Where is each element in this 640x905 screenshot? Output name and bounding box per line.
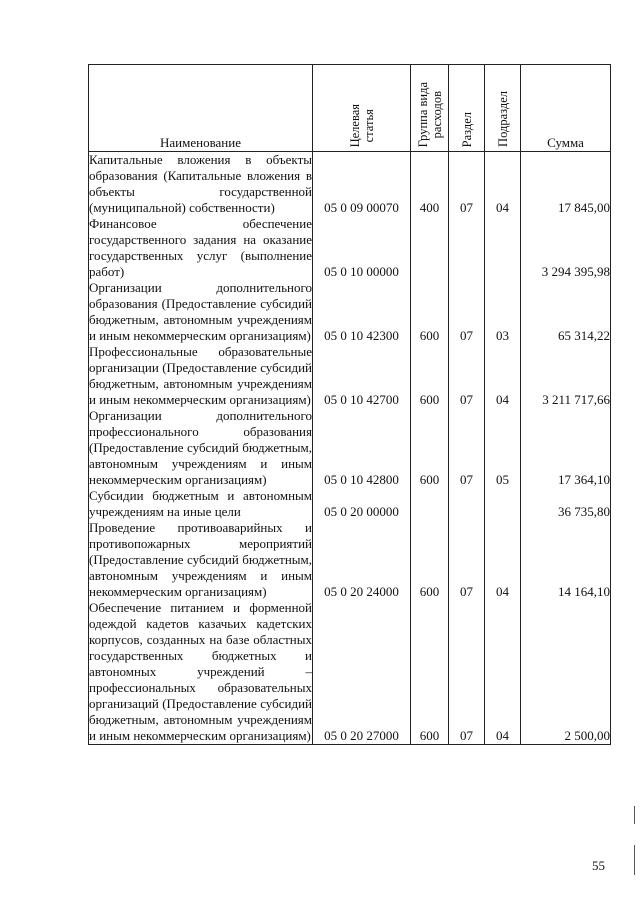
row-podrazdel: 04 — [485, 344, 521, 408]
header-summa: Сумма — [521, 65, 611, 152]
row-podrazdel — [485, 488, 521, 520]
row-summa: 36 735,80 — [521, 488, 611, 520]
header-name: Наименование — [89, 65, 313, 152]
row-code: 05 0 10 42700 — [313, 344, 411, 408]
header-row — [89, 65, 611, 152]
row-code: 05 0 09 00070 — [313, 152, 411, 217]
header-razdel — [449, 65, 485, 152]
table-row — [89, 408, 611, 488]
row-name: Профессиональные образовательные организации (Предоставление субсидий бюджетным, автономным учреждениям и иным некоммерческим организациям) — [89, 344, 312, 407]
row-podrazdel: 04 — [485, 600, 521, 745]
row-name: Капитальные вложения в объекты образования (Капитальные вложения в объекты государственной (муниципальной) собственности) — [89, 152, 312, 215]
table-row — [89, 280, 611, 344]
budget-table — [88, 64, 611, 745]
header-podrazdel — [485, 65, 521, 152]
row-code: 05 0 10 00000 — [313, 216, 411, 280]
row-podrazdel: 04 — [485, 520, 521, 600]
row-razdel: 07 — [449, 600, 485, 745]
row-vid — [411, 216, 449, 280]
row-podrazdel: 03 — [485, 280, 521, 344]
row-name: Обеспечение питанием и форменной одеждой кадетов казачьих кадетских корпусов, созданных на базе областных государственных бюджетных и автономных учреждений – профессиональных образовательных организаций (Предоставление субсидий бюджетным, автономным учреждениям и иным некоммерческим организациям) — [89, 600, 312, 743]
row-name: Проведение противоаварийных и противопожарных мероприятий (Предоставление субсидий бюджетным, автономным учреждениям и иным некоммерческим организациям) — [89, 520, 312, 599]
table-row — [89, 488, 611, 520]
header-code — [313, 65, 411, 152]
row-code: 05 0 20 24000 — [313, 520, 411, 600]
row-summa: 17 364,10 — [521, 408, 611, 488]
header-code-text — [348, 104, 376, 147]
row-name: Организации дополнительного образования (Предоставление субсидий бюджетным, автономным учреждениям и иным некоммерческим организациям) — [89, 280, 312, 343]
header-razdel-text: Раздел — [459, 111, 474, 147]
row-code: 05 0 10 42300 — [313, 280, 411, 344]
row-vid: 600 — [411, 280, 449, 344]
header-vid-line1: Группа вида — [415, 81, 430, 147]
table-row — [89, 600, 611, 745]
row-vid: 600 — [411, 600, 449, 745]
table-row — [89, 344, 611, 408]
page-number: 55 — [592, 858, 605, 873]
row-summa: 65 314,22 — [521, 280, 611, 344]
row-vid: 600 — [411, 408, 449, 488]
row-podrazdel: 04 — [485, 152, 521, 217]
header-code-line2: статья — [361, 108, 376, 142]
row-summa: 2 500,00 — [521, 600, 611, 745]
table-row — [89, 152, 611, 217]
row-vid — [411, 488, 449, 520]
row-podrazdel — [485, 216, 521, 280]
scan-edge-mark — [634, 845, 635, 875]
row-code: 05 0 20 27000 — [313, 600, 411, 745]
row-vid: 600 — [411, 344, 449, 408]
row-vid: 400 — [411, 152, 449, 217]
row-razdel: 07 — [449, 408, 485, 488]
row-name: Субсидии бюджетным и автономным учреждениям на иные цели — [89, 488, 312, 519]
row-summa: 17 845,00 — [521, 152, 611, 217]
header-code-line1: Целевая — [347, 103, 362, 147]
row-summa: 3 294 395,98 — [521, 216, 611, 280]
row-name: Финансовое обеспечение государственного задания на оказание государственных услуг (выполнение работ) — [89, 216, 312, 279]
row-razdel: 07 — [449, 280, 485, 344]
row-summa: 14 164,10 — [521, 520, 611, 600]
table-row — [89, 216, 611, 280]
row-razdel: 07 — [449, 344, 485, 408]
row-vid: 600 — [411, 520, 449, 600]
header-podrazdel-text: Подраздел — [495, 91, 510, 147]
row-code: 05 0 20 00000 — [313, 488, 411, 520]
header-vid-text — [416, 82, 444, 147]
row-summa: 3 211 717,66 — [521, 344, 611, 408]
row-razdel: 07 — [449, 520, 485, 600]
table-row — [89, 520, 611, 600]
row-razdel — [449, 488, 485, 520]
scan-edge-mark — [634, 806, 635, 824]
row-razdel: 07 — [449, 152, 485, 217]
row-code: 05 0 10 42800 — [313, 408, 411, 488]
row-podrazdel: 05 — [485, 408, 521, 488]
row-name: Организации дополнительного профессионального образования (Предоставление субсидий бюджетным, автономным учреждениям и иным некоммерческим организациям) — [89, 408, 312, 487]
header-vid — [411, 65, 449, 152]
header-vid-line2: расходов — [429, 90, 444, 139]
row-razdel — [449, 216, 485, 280]
